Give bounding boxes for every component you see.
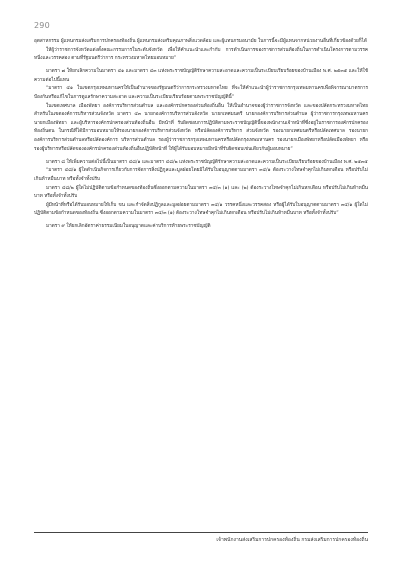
document-body [34, 38, 368, 232]
section-48-1-text: “มาตรา ๔๘/๑ ผู้ใดดำเนินกิจการเกี่ยวกับการจัดการสิ่งปฏิกูลและมูลฝอยโดยมิได้รับใบอนุญาตตามมาตรา ๓๔/๑ ต้องระวางโทษจำคุกไม่เกินหกเดือน หรือปรับไม่เกินห้าหมื่นบาท หรือทั้งจำทั้งปรับ [34, 168, 368, 182]
section-48-2-text: มาตรา ๔๘/๒ ผู้ใดไม่ปฏิบัติตามข้อกำหนดของท้องถิ่นซึ่งออกตามความในมาตรา ๓๔/๓ (๑) และ (๒) ต้องระวางโทษจำคุกไม่เกินหกเดือน หรือปรับไม่เกินห้าหมื่นบาท หรือทั้งจำทั้งปรับ [34, 185, 368, 200]
section-7-heading: มาตรา ๗ ให้ยกเลิกความในมาตรา ๔๑ และมาตรา ๔๓ แห่งพระราชบัญญัติรักษาความสะอาดและความเป็นระเบียบเรียบร้อยของบ้านเมือง พ.ศ. ๒๕๓๕ และให้ใช้ความต่อไปนี้แทน [34, 69, 368, 83]
section-9-heading: มาตรา ๙ ให้ยกเลิกอัตราค่าธรรมเนียมใบอนุญาตและค่าบริการท้ายพระราชบัญญัติ [46, 224, 211, 230]
paragraph-provincial-committee: ให้ผู้ว่าราชการจังหวัดแต่งตั้งคณะกรรมการในระดับจังหวัด เพื่อให้คำแนะนำและกำกับ การดำเนินการของราชการส่วนท้องถิ่นในการดำเนินโครงการตามวรรคหนึ่งและวรรคสอง ตามที่รัฐมนตรีว่าการ กระทรวงมหาดไทยมอบหมาย” [34, 47, 368, 62]
local-authority-paragraph: ในเขตเทศบาล เมืองพัทยา องค์การบริหารส่วนตำบล และองค์กรปกครองส่วนท้องถิ่นอื่น ให้เป็นอำนาจของผู้ว่าราชการจังหวัด และของปลัดกระทรวงมหาดไทยสำหรับในเขตองค์การบริหารส่วนจังหวัด มาตรา ๔๓ นายกองค์การบริหารส่วนจังหวัด นายกเทศมนตรี นายกองค์การบริหารส่วนตำบล ผู้ว่าราชการกรุงเทพมหานคร นายกเมืองพัทยา และผู้บริหารองค์กรปกครองส่วนท้องถิ่นอื่น มีหน้าที่ รับผิดชอบการปฏิบัติตามพระราชบัญญัตินี้ของพนักงานเจ้าหน้าที่ซึ่งอยู่ในราชการองค์กรปกครองท้องถิ่นตน ในกรณีที่ได้มีการมอบหมายให้รองนายกองค์การบริหารส่วนจังหวัด หรือปลัดองค์การบริหาร ส่วนจังหวัด รองนายกเทศมนตรีหรือปลัดเทศบาล รองนายกองค์การบริหารส่วนตำบลหรือปลัดองค์การ บริหารส่วนตำบล รองผู้ว่าราชการกรุงเทพมหานครหรือปลัดกรุงเทพมหานคร รองนายกเมืองพัทยาหรือปลัดเมืองพัทยา หรือรองผู้บริหารหรือปลัดขององค์กรปกครองส่วนท้องถิ่นอื่นปฏิบัติหน้าที่ ให้ผู้ได้รับมอบหมายมีหน้าที่รับผิดชอบเช่นเดียวกับผู้มอบหมาย” [34, 103, 368, 152]
section-41-text: “มาตรา ๔๑ ในเขตกรุงเทพมหานครให้เป็นอำนาจของรัฐมนตรีว่าการกระทรวงมหาดไทย ที่จะให้คำแนะนำผู้ว่าราชการกรุงเทพมหานครเพื่อพิจารณามาตรการป้องกันหรือแก้ไขในการดูแลรักษาความสะอาด และความเป็นระเบียบเรียบร้อยตามพระราชบัญญัตินี้” [34, 86, 368, 101]
section-48-2-paragraph-2: ผู้มีหน้าที่หรือได้รับมอบหมายให้เก็บ ขน และกำจัดสิ่งปฏิกูลและมูลฝอยตามมาตรา ๓๔/๑ วรรคหนึ่งและวรรคสอง หรือผู้ได้รับใบอนุญาตตามมาตรา ๓๔/๑ ผู้ใดไม่ปฏิบัติตามข้อกำหนดของท้องถิ่น ซึ่งออกตามความในมาตรา ๓๔/๓ (๑) ต้องระวางโทษจำคุกไม่เกินหกเดือน หรือปรับไม่เกินห้าหมื่นบาท หรือทั้งจำทั้งปรับ” [34, 202, 368, 217]
footer-divider [34, 532, 368, 533]
page-number: 290 [34, 21, 50, 30]
section-8-heading: มาตรา ๘ ให้เพิ่มความต่อไปนี้เป็นมาตรา ๔๘/๑ และมาตรา ๔๘/๒ แห่งพระราชบัญญัติรักษาความสะอาดและความเป็นระเบียบเรียบร้อยของบ้านเมือง พ.ศ. ๒๕๓๕ [46, 159, 368, 165]
paragraph-continuation: อุตสาหกรรม ผู้แทนกรมส่งเสริมการปกครองท้องถิ่น ผู้แทนกรมส่งเสริมคุณภาพสิ่งแวดล้อม และผู้แทนกรมอนามัย ในการนี้จะมีผู้แทนจากหน่วยงานอื่นที่เกี่ยวข้องด้วยก็ได้ [34, 39, 367, 44]
footer-text: เจ้าพนักงานส่งเสริมการปกครองท้องถิ่น กรมส่งเสริมการปกครองท้องถิ่น [216, 537, 368, 543]
